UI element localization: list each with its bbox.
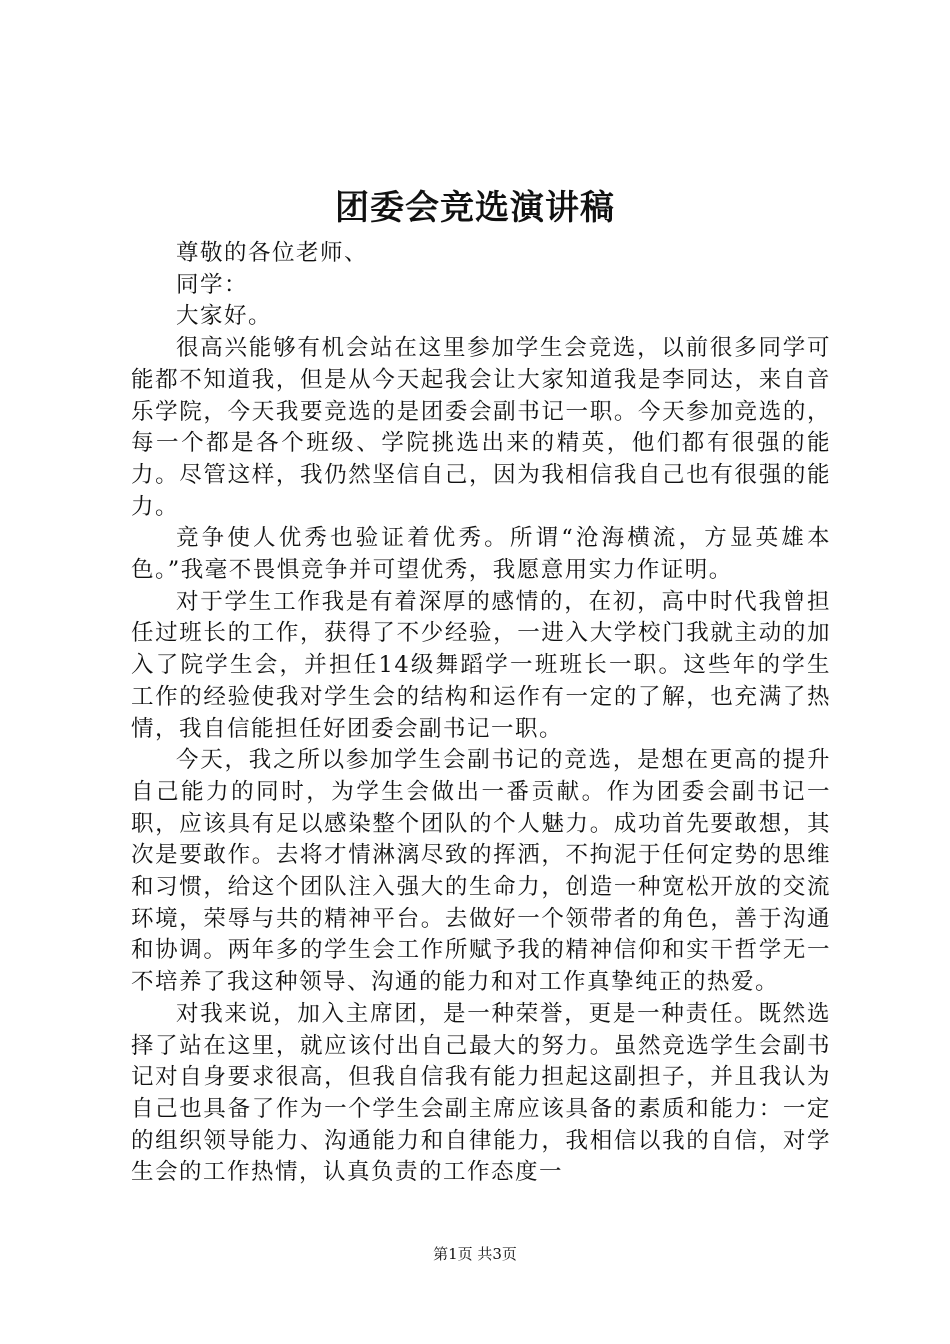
- document-body: [131, 238, 831, 1189]
- salutation-line-1: 尊敬的各位老师、: [176, 240, 369, 266]
- page-number-footer: 第1页 共3页: [433, 1245, 517, 1263]
- body-paragraph: 对于学生工作我是有着深厚的感情的，在初，高中时代我曾担任过班长的工作，获得了不少经验，一进入大学校门我就主动的加入了院学生会，并担任14级舞蹈学一班班长一职。这些年的学生工作的经验使我对学生会的结构和运作有一定的了解，也充满了热情，我自信能担任好团委会副书记一职。: [131, 588, 831, 742]
- salutation-line-2: 同学：: [176, 271, 249, 298]
- greeting-line: 大家好。: [176, 303, 273, 330]
- document-title: 团委会竞选演讲稿: [335, 188, 615, 228]
- body-paragraph: 今天，我之所以参加学生会副书记的竞选，是想在更高的提升自己能力的同时，为学生会做出一番贡献。作为团委会副书记一职，应该具有足以感染整个团队的个人魅力。成功首先要敢想，其次是要敢作。去将才情淋漓尽致的挥洒，不拘泥于任何定势的思维和习惯，给这个团队注入强大的生命力，创造一种宽松开放的交流环境，荣辱与共的精神平台。去做好一个领带者的角色，善于沟通和协调。两年多的学生会工作所赋予我的精神信仰和实干哲学无一不培养了我这种领导、沟通的能力和对工作真挚纯正的热爱。: [131, 747, 831, 996]
- body-paragraph: 对我来说，加入主席团，是一种荣誉，更是一种责任。既然选择了站在这里，就应该付出自己最大的努力。虽然竞选学生会副书记对自身要求很高，但我自信我有能力担起这副担子，并且我认为自己也具备了作为一个学生会副主席应该具备的素质和能力：一定的组织领导能力、沟通能力和自律能力，我相信以我的自信，对学生会的工作热情，认真负责的工作态度一: [131, 1000, 831, 1186]
- body-paragraph: 竞争使人优秀也验证着优秀。所谓“沧海横流，方显英雄本色。”我毫不畏惧竞争并可望优秀，我愿意用实力作证明。: [131, 525, 831, 584]
- body-paragraph: 很高兴能够有机会站在这里参加学生会竞选，以前很多同学可能都不知道我，但是从今天起我会让大家知道我是李同达，来自音乐学院，今天我要竞选的是团委会副书记一职。今天参加竞选的，每一个都是各个班级、学院挑选出来的精英，他们都有很强的能力。尽管这样，我仍然坚信自己，因为我相信我自己也有很强的能力。: [131, 335, 831, 520]
